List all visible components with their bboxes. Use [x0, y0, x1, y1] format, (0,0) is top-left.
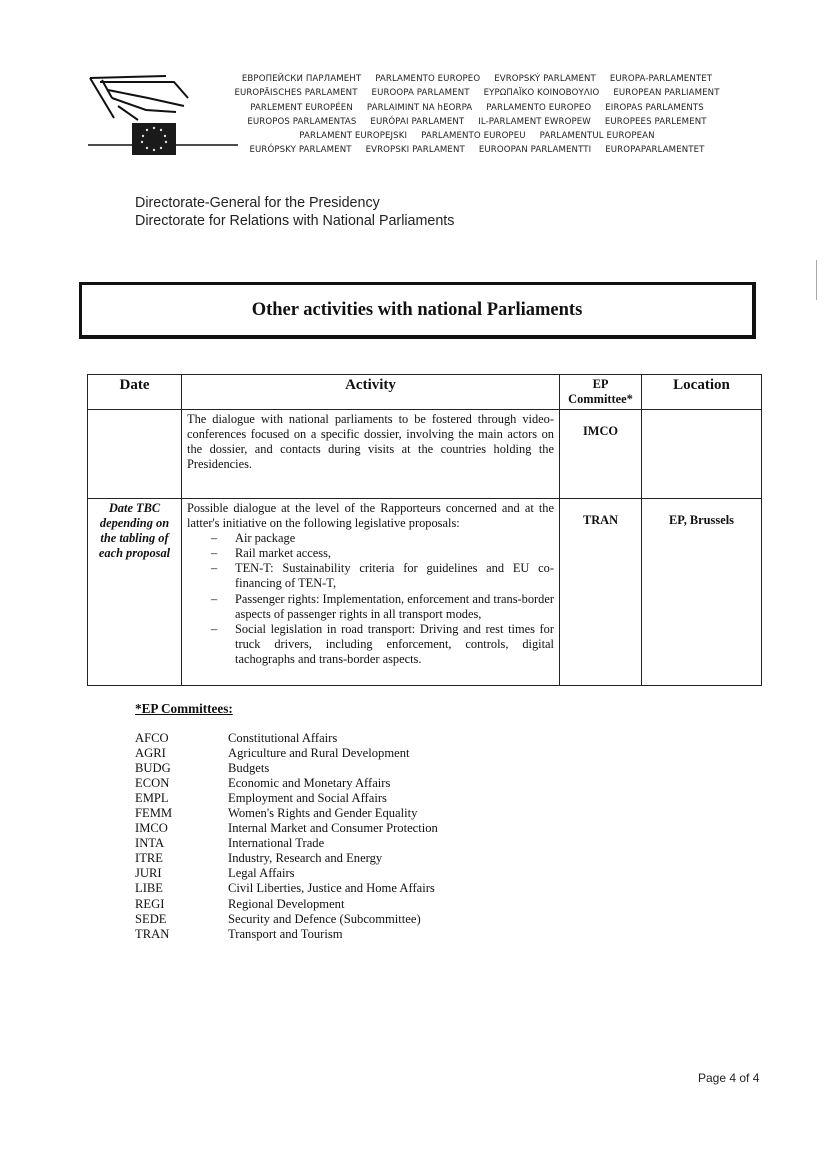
parliament-names-header — [222, 72, 732, 158]
committee-name: Constitutional Affairs — [228, 731, 338, 745]
list-item: – TEN-T: Sustainability criteria for guidelines and EU co-financing of TEN-T, — [211, 561, 554, 591]
committee-code: TRAN — [135, 926, 170, 941]
committee-entry — [135, 776, 438, 791]
committee-entry — [135, 912, 438, 927]
directorate-heading — [135, 194, 454, 230]
committee-code: INTA — [135, 836, 165, 851]
committee-name: Security and Defence (Subcommittee) — [228, 911, 421, 926]
committee-name: Transport and Tourism — [228, 926, 343, 941]
committee-entry — [135, 806, 438, 821]
committee-name: Regional Development — [228, 896, 345, 911]
parliament-name: PARLAMENT EUROPEJSKI — [299, 131, 408, 142]
parliament-name: PARLAMENTUL EUROPEAN — [539, 131, 655, 142]
committee-code: IMCO — [135, 821, 168, 836]
proposal-list — [187, 531, 554, 667]
committee-entry — [135, 866, 438, 881]
committee-code: ITRE — [135, 851, 163, 866]
page-title: Other activities with national Parliaments — [251, 299, 583, 320]
parliament-names-line — [222, 115, 732, 129]
committees-legend — [135, 731, 438, 942]
parliament-name: ΕΥΡΩΠΑΪΚΟ ΚΟΙΝΟΒΟΥΛΙΟ — [483, 88, 600, 99]
committees-legend-title: *EP Committees: — [135, 701, 233, 716]
activity-intro: Possible dialogue at the level of the Rapporteurs concerned and at the latter's initiative on the following legislative proposals: — [187, 501, 554, 531]
committee-entry — [135, 731, 438, 746]
committee-name: Civil Liberties, Justice and Home Affairs — [228, 881, 435, 896]
committee-name: Women's Rights and Gender Equality — [228, 806, 418, 821]
committee-name: Economic and Monetary Affairs — [228, 776, 391, 791]
directorate-line: Directorate for Relations with National Parliaments — [135, 213, 455, 229]
committee-name: Employment and Social Affairs — [228, 791, 387, 806]
committee-name: Agriculture and Rural Development — [228, 746, 410, 761]
committee-entry — [135, 836, 438, 851]
parliament-name: EUROPEES PARLEMENT — [604, 116, 707, 127]
committee-code: BUDG — [135, 761, 171, 776]
committee-name: Legal Affairs — [228, 866, 295, 881]
parliament-name: EURÓPAI PARLAMENT — [370, 116, 465, 127]
parliament-names-line — [222, 101, 732, 115]
parliament-name: EUROOPA PARLAMENT — [371, 88, 470, 99]
committee-code: JURI — [135, 866, 162, 881]
table-row — [88, 499, 762, 686]
activities-table — [87, 374, 762, 686]
list-item: – Passenger rights: Implementation, enforcement and trans-border aspects of passenger rights in all transport modes, — [211, 592, 554, 622]
parliament-names-line — [222, 86, 732, 100]
parliament-names-line — [222, 72, 732, 86]
date-cell: Date TBC depending on the tabling of each proposal — [88, 499, 182, 686]
activity-cell — [182, 499, 560, 686]
committee-name: Budgets — [228, 761, 270, 776]
committee-cell: IMCO — [560, 410, 642, 499]
table-header-row — [88, 375, 762, 410]
parliament-name: EUROPOS PARLAMENTAS — [247, 116, 357, 127]
parliament-names-line — [222, 143, 732, 157]
directorate-general-line: Directorate-General for the Presidency — [135, 195, 380, 211]
committee-name: Industry, Research and Energy — [228, 851, 383, 866]
parliament-name: IL-PARLAMENT EWROPEW — [478, 116, 591, 127]
european-parliament-logo — [88, 68, 238, 164]
header-committee — [560, 375, 642, 410]
date-cell — [88, 410, 182, 499]
title-box — [79, 282, 756, 339]
committee-code: EMPL — [135, 791, 169, 806]
committee-code: AGRI — [135, 746, 166, 761]
committee-code: LIBE — [135, 881, 163, 896]
page-number: Page 4 of 4 — [698, 1071, 760, 1085]
committee-entry — [135, 746, 438, 761]
scan-edge-mark — [816, 260, 823, 300]
parliament-name: EUROOPAN PARLAMENTTI — [478, 145, 592, 156]
committee-entry — [135, 791, 438, 806]
parliament-name: EUROPÄISCHES PARLAMENT — [234, 88, 358, 99]
committee-code: FEMM — [135, 806, 173, 821]
header-committee-line2: Committee* — [568, 392, 633, 406]
parliament-name: PARLEMENT EUROPÉEN — [250, 102, 353, 113]
parliament-name: EUROPEAN PARLIAMENT — [613, 88, 720, 99]
parliament-name: EIROPAS PARLAMENTS — [605, 102, 704, 113]
header-committee-line1: EP — [592, 377, 609, 391]
committee-code: SEDE — [135, 911, 167, 926]
list-item: – Air package — [211, 531, 554, 546]
parliament-name: PARLAMENTO EUROPEU — [421, 131, 526, 142]
parliament-name: ЕВРОПЕЙСКИ ПАРЛАМЕНТ — [241, 74, 362, 84]
header-date: Date — [88, 375, 182, 410]
committee-entry — [135, 897, 438, 912]
committee-entry — [135, 821, 438, 836]
parliament-name: PARLAMENTO EUROPEO — [486, 102, 592, 113]
committee-cell: TRAN — [560, 499, 642, 686]
parliament-name: EUROPAPARLAMENTET — [605, 145, 705, 156]
parliament-name: PARLAIMINT NA hEORPA — [366, 102, 473, 113]
committee-name: International Trade — [228, 836, 325, 851]
committee-code: REGI — [135, 896, 165, 911]
list-item: – Rail market access, — [211, 546, 554, 561]
committee-entry — [135, 851, 438, 866]
location-cell — [642, 410, 762, 499]
committee-name: Internal Market and Consumer Protection — [228, 821, 438, 836]
activity-cell: The dialogue with national parliaments to be fostered through video-conferences focused on a specific dossier, involving the main actors on the dossier, and contacts during visits at the countries holding the Presidencies. — [182, 410, 560, 499]
committee-entry — [135, 761, 438, 776]
committee-entry — [135, 881, 438, 896]
committee-code: ECON — [135, 776, 170, 791]
location-cell: EP, Brussels — [642, 499, 762, 686]
parliament-name: PARLAMENTO EUROPEO — [375, 74, 481, 84]
table-row — [88, 410, 762, 499]
committee-entry — [135, 927, 438, 942]
parliament-name: EVROPSKÝ PARLAMENT — [494, 74, 596, 84]
committee-code: AFCO — [135, 731, 169, 745]
parliament-name: EVROPSKI PARLAMENT — [365, 145, 465, 156]
list-item: – Social legislation in road transport: Driving and rest times for truck drivers, including enforcement, controls, digital tachographs and trans-border aspects. — [211, 622, 554, 667]
header-location: Location — [642, 375, 762, 410]
parliament-name: EURÓPSKY PARLAMENT — [249, 145, 352, 156]
header-activity: Activity — [182, 375, 560, 410]
parliament-names-line — [222, 129, 732, 143]
parliament-name: EUROPA-PARLAMENTET — [609, 74, 713, 84]
